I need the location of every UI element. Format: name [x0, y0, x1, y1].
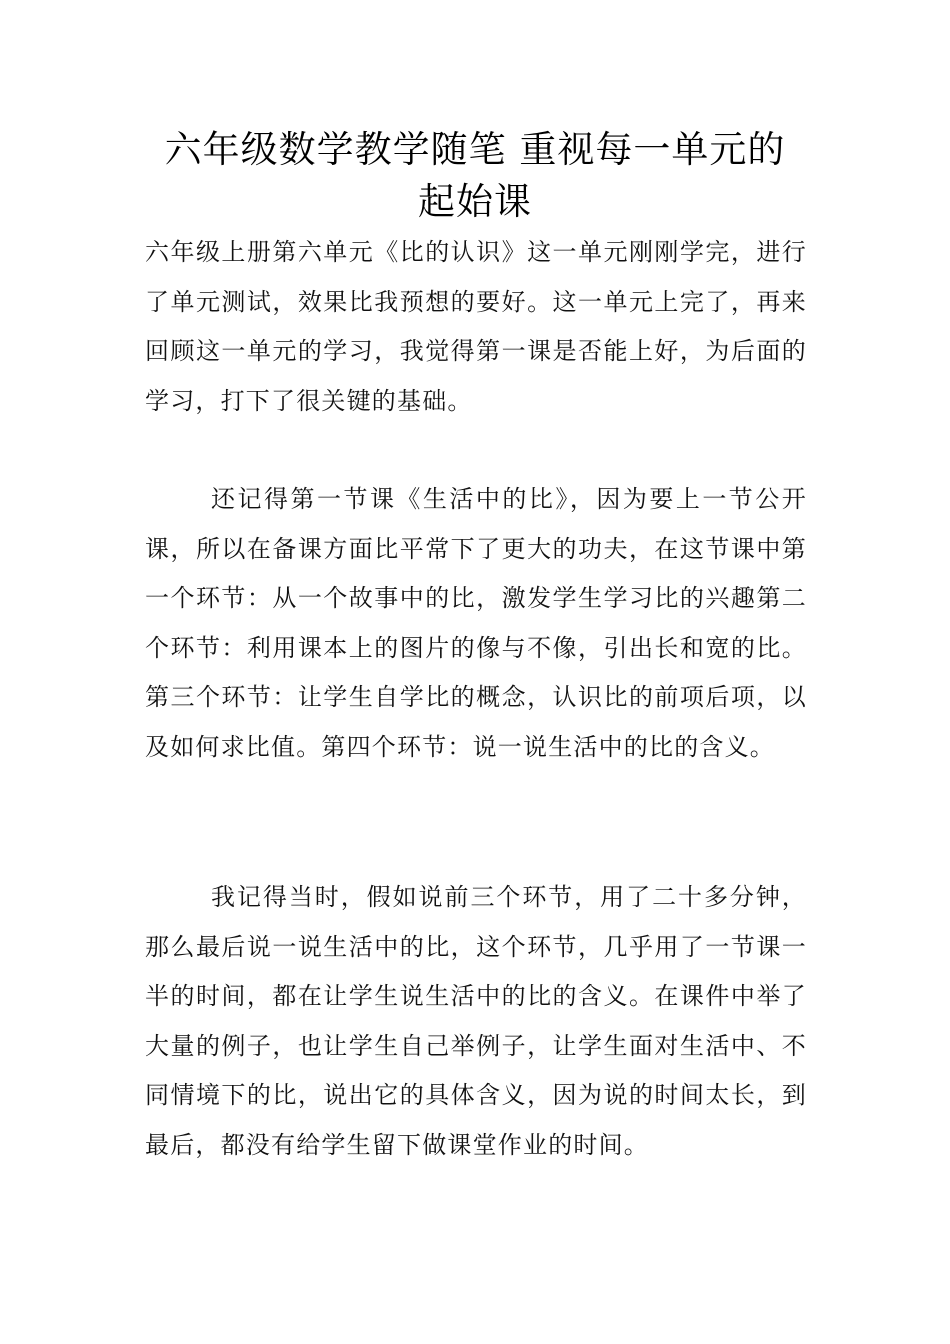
- paragraph-2: 还记得第一节课《生活中的比》，因为要上一节公开课，所以在备课方面比平常下了更大的功夫，在这节课中第一个环节：从一个故事中的比，激发学生学习比的兴趣第二个环节：利用课本上的图片的像与不像，引出长和宽的比。第三个环节：让学生自学比的概念，认识比的前项后项，以及如何求比值。第四个环节：说一说生活中的比的含义。: [145, 485, 807, 761]
- title-line-2: 起始课: [418, 180, 532, 223]
- paragraph-3: 我记得当时，假如说前三个环节，用了二十多分钟，那么最后说一说生活中的比，这个环节，几乎用了一节课一半的时间，都在让学生说生活中的比的含义。在课件中举了大量的例子，也让学生自己举例子，让学生面对生活中、不同情境下的比，说出它的具体含义，因为说的时间太长，到最后，都没有给学生留下做课堂作业的时间。: [145, 883, 807, 1159]
- title-line-1: 六年级数学教学随笔 重视每一单元的: [164, 128, 786, 171]
- paragraph-1: 六年级上册第六单元《比的认识》这一单元刚刚学完，进行了单元测试，效果比我预想的要好。这一单元上完了，再来回顾这一单元的学习，我觉得第一课是否能上好，为后面的学习，打下了很关键的基础。: [145, 238, 807, 415]
- document-title: [120, 124, 830, 228]
